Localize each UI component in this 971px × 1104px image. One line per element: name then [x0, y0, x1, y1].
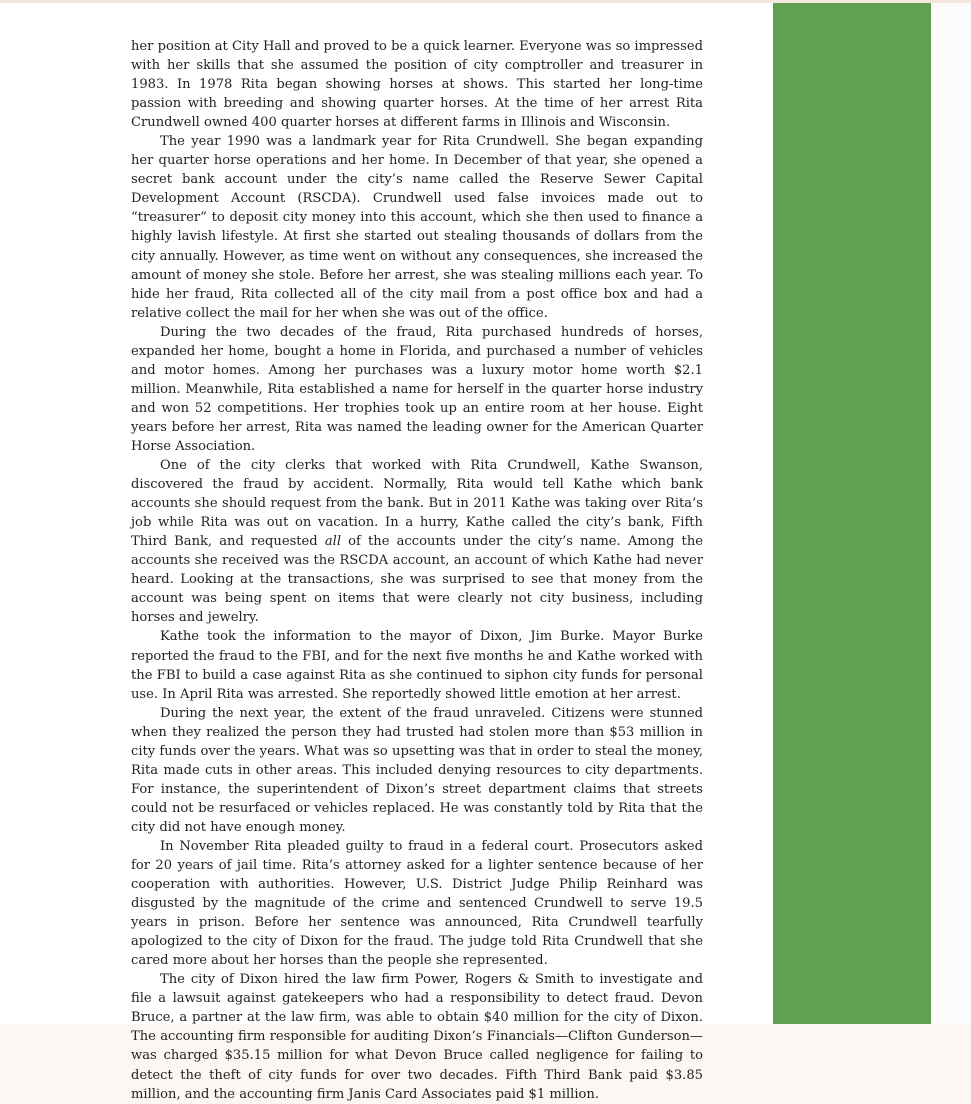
- green-side-band: [773, 3, 931, 1024]
- right-margin: [931, 3, 971, 1024]
- paragraph-5: Kathe took the information to the mayor of Dixon, Jim Burke. Mayor Burke reported the fraud to the FBI, and for the next five months he and Kathe worked with the FBI to build a case against Rita as she continued to siphon city funds for personal use. In April Rita was arrested. She reportedly showed little emotion at her arrest.: [131, 629, 703, 702]
- paragraph-4-text-before: One of the city clerks that worked with Rita Crundwell, Kathe Swanson, discovered the fraud by accident. Normally, Rita would tell Kathe which bank accounts she should request from the bank. But in 2011 Kathe was taking over Rita’s job while Rita was out on vacation. In a hurry, Kathe called the city’s bank, Fifth Third Bank, and requested: [131, 458, 703, 550]
- paragraph-7: In November Rita pleaded guilty to fraud in a federal court. Prosecutors asked for 20 years of jail time. Rita’s attorney asked for a lighter sentence because of her cooperation with authorities. However, U.S. District Judge Philip Reinhard was disgusted by the magnitude of the crime and sentenced Crundwell to serve 19.5 years in prison. Before her sentence was announced, Rita Crundwell tearfully apologized to the city of Dixon for the fraud. The judge told Rita Crundwell that she cared more about her horses than the people she represented.: [131, 838, 703, 969]
- paragraph-1: her position at City Hall and proved to be a quick learner. Everyone was so impressed with her skills that she assumed the position of city comptroller and treasurer in 1983. In 1978 Rita began showing horses at shows. This started her long-time passion with breeding and showing quarter horses. At the time of her arrest Rita Crundwell owned 400 quarter horses at different farms in Illinois and Wisconsin.: [131, 39, 703, 131]
- paragraph-2: The year 1990 was a landmark year for Rita Crundwell. She began expanding her quarter horse operations and her home. In December of that year, she opened a secret bank account under the city’s name called the Reserve Sewer Capital Development Account (RSCDA). Crundwell used false invoices made out to “treasurer” to deposit city money into this account, which she then used to finance a highly lavish lifestyle. At first she started out stealing thousands of dollars from the city annually. However, as time went on without any consequences, she increased the amount of money she stole. Before her arrest, she was stealing millions each year. To hide her fraud, Rita collected all of the city mail from a post office box and had a relative collect the mail for her when she was out of the office.: [131, 134, 703, 321]
- paragraph-4: [131, 456, 703, 627]
- paragraph-3: During the two decades of the fraud, Rita purchased hundreds of horses, expanded her home, bought a home in Florida, and purchased a number of vehicles and motor homes. Among her purchases was a luxury motor home worth $2.1 million. Meanwhile, Rita established a name for herself in the quarter horse industry and won 52 competitions. Her trophies took up an entire room at her house. Eight years before her arrest, Rita was named the leading owner for the American Quarter Horse Association.: [131, 324, 703, 454]
- paragraph-6: During the next year, the extent of the fraud unraveled. Citizens were stunned when they realized the person they had trusted had stolen more than $53 million in city funds over the years. What was so upsetting was that in order to steal the money, Rita made cuts in other areas. This included denying resources to city departments. For instance, the superintendent of Dixon’s street department claims that streets could not be resurfaced or vehicles replaced. He was constantly told by Rita that the city did not have enough money.: [131, 705, 703, 835]
- article-body: [131, 37, 703, 1104]
- emphasis-all: all: [324, 534, 342, 550]
- paragraph-4-text-after: of the accounts under the city’s name. Among the accounts she received was the RSCDA account, an account of which Kathe had never heard. Looking at the transactions, she was surprised to see that money from the account was being spent on items that were clearly not city business, including horses and jewelry.: [131, 534, 703, 626]
- paragraph-8: The city of Dixon hired the law firm Power, Rogers & Smith to investigate and file a lawsuit against gatekeepers who had a responsibility to detect fraud. Devon Bruce, a partner at the law firm, was able to obtain $40 million for the city of Dixon. The accounting firm responsible for auditing Dixon’s Financials—Clifton Gunderson—was charged $35.15 million for what Devon Bruce called negligence for failing to detect the theft of city funds for over two decades. Fifth Third Bank paid $3.85 million, and the accounting firm Janis Card Associates paid $1 million.: [131, 972, 703, 1102]
